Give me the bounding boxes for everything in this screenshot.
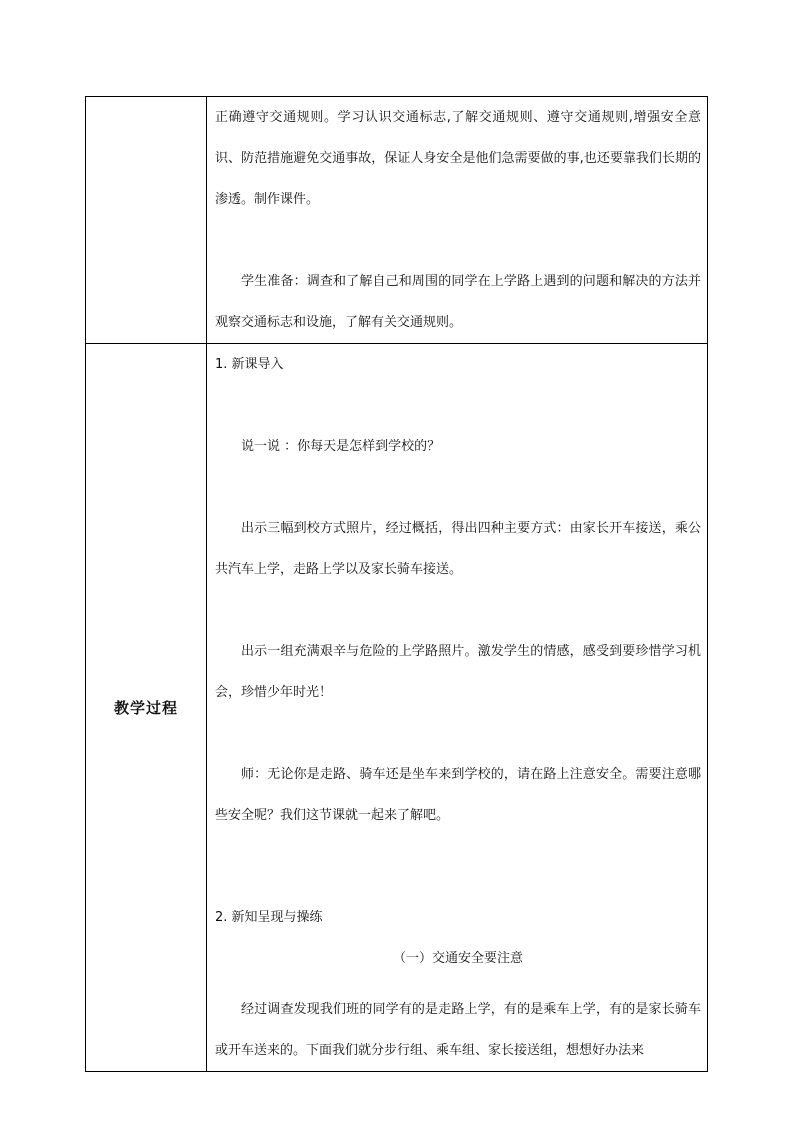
student-preparation-text: 学生准备：调查和了解自己和周围的同学在上学路上遇到的问题和解决的方法并观察交通标志和设施，了解有关交通规则。 — [215, 274, 701, 330]
section-2-title: 2. 新知呈现与操练 — [215, 910, 323, 925]
teacher-preparation-text: 正确遵守交通规则。学习认识交通标志,了解交通规则、遵守交通规则,增强安全意识、防范措施避免交通事故，保证人身安全是他们急需要做的事,也还要靠我们长期的渗透。制作课件。 — [215, 110, 701, 207]
teaching-process-label-cell — [86, 344, 207, 1072]
preparation-row — [86, 97, 708, 344]
hardship-photos-text: 出示一组充满艰辛与危险的上学路照片。激发学生的情感，感受到要珍惜学习机会，珍惜少年时光！ — [215, 644, 701, 700]
teaching-process-label: 教学过程 — [113, 699, 178, 717]
section-1-title: 1. 新课导入 — [215, 357, 284, 372]
teaching-process-content-cell — [207, 344, 708, 1072]
preparation-content-cell — [207, 97, 708, 344]
say-it-prompt: 说一说 ：你每天是怎样到学校的？ — [241, 439, 441, 454]
teaching-process-row — [86, 344, 708, 1072]
survey-findings-text: 经过调查发现我们班的同学有的是走路上学，有的是乘车上学，有的是家长骑车或开车送来的。下面我们就分步行组、乘车组、家长接送组，想想好办法来 — [215, 1002, 701, 1058]
preparation-label-cell — [86, 97, 207, 344]
teacher-remark-text: 师：无论你是走路、骑车还是坐车来到学校的，请在路上注意安全。需要注意哪些安全呢？我们这节课就一起来了解吧。 — [215, 767, 701, 823]
lesson-plan-table — [85, 96, 708, 1072]
school-commute-photos-text: 出示三幅到校方式照片，经过概括，得出四种主要方式：由家长开车接送，乘公共汽车上学，走路上学以及家长骑车接送。 — [215, 521, 701, 577]
traffic-safety-subheading: （一）交通安全要注意 — [392, 951, 523, 966]
